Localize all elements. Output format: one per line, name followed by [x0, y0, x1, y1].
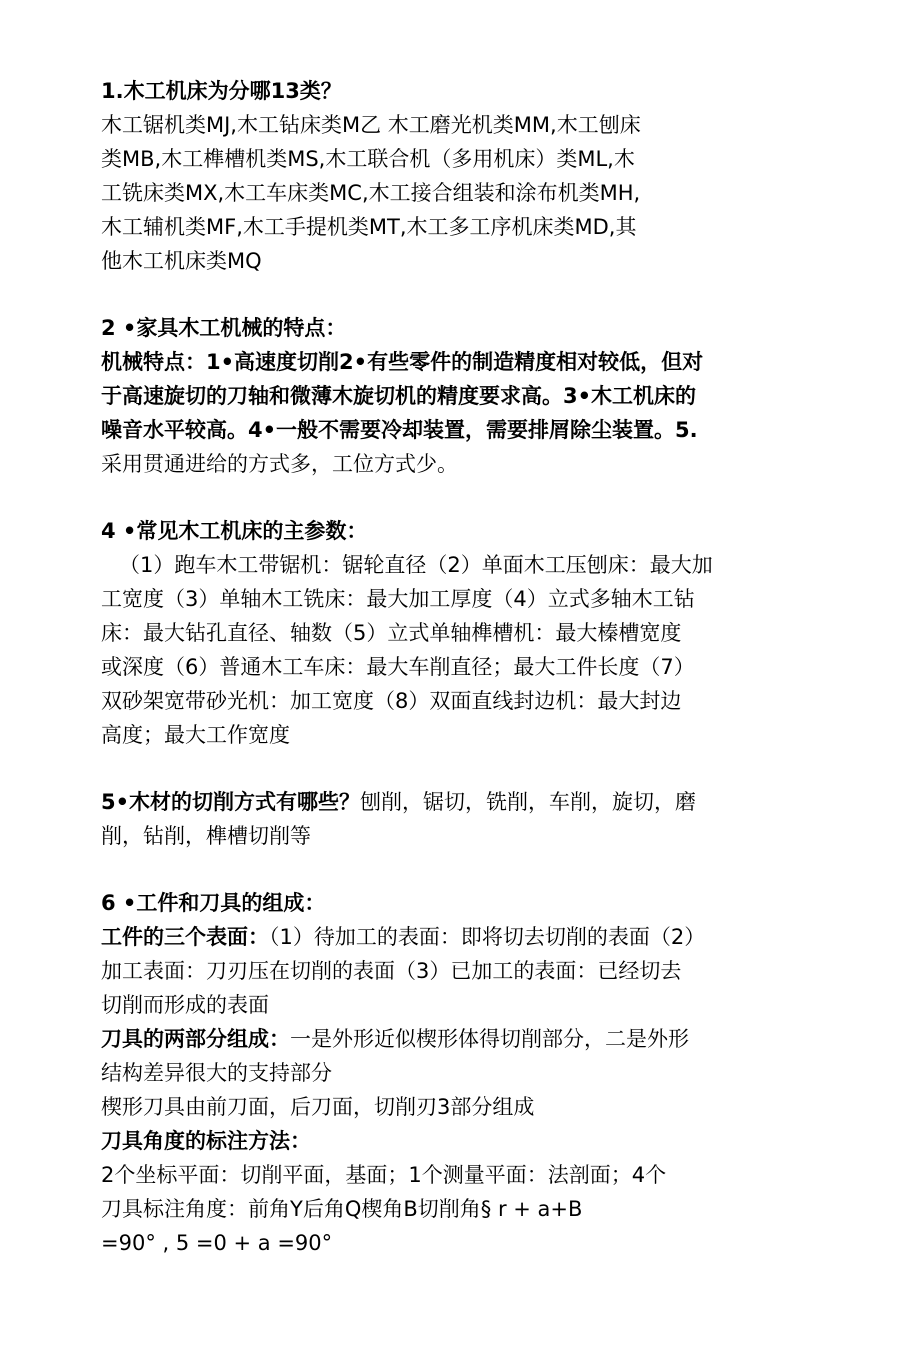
section-6-line	[101, 920, 791, 954]
section-1-line: 木工辅机类MF,木工手提机类MT,木工多工序机床类MD,其	[101, 215, 637, 239]
section-4-line: 床：最大钻孔直径、轴数（5）立式单轴榫槽机：最大榛槽宽度	[101, 621, 682, 645]
section-2-bold-line: 噪音水平较高。4•一般不需要冷却装置，需要排屑除尘装置。5.	[101, 418, 698, 442]
surfaces-text: （1）待加工的表面：即将切去切削的表面（2）	[269, 925, 706, 949]
section-4-title: 4 •常见木工机床的主参数：	[101, 519, 368, 543]
section-6-line: 刀具标注角度：前角Y后角Q楔角B切削角§ r + a+B	[101, 1197, 583, 1221]
section-1-line: 木工锯机类MJ,木工钻床类M乙 木工磨光机类MM,木工刨床	[101, 113, 641, 137]
angle-title: 刀具角度的标注方法：	[101, 1129, 311, 1153]
section-5-answer: 刨削，锯切，铣削，车削，旋切，磨	[360, 790, 697, 814]
section-4-line: 或深度（6）普通木工车床：最大车削直径；最大工件长度（7）	[101, 655, 695, 679]
section-6-line: 2个坐标平面：切削平面，基面；1个测量平面：法剖面；4个	[101, 1163, 667, 1187]
section-2-title: 2 •家具木工机械的特点：	[101, 316, 347, 340]
section-1-line: 他木工机床类MQ	[101, 249, 262, 273]
spacer	[101, 278, 791, 311]
section-6-line: 加工表面：刀刃压在切削的表面（3）已加工的表面：已经切去	[101, 959, 682, 983]
section-4-line: 双砂架宽带砂光机：加工宽度（8）双面直线封边机：最大封边	[101, 689, 682, 713]
spacer	[101, 853, 791, 886]
section-6-line: =90° , 5 =0 + a =90°	[101, 1231, 333, 1255]
section-6-line: 楔形刀具由前刀面，后刀面，切削刃3部分组成	[101, 1095, 535, 1119]
section-2-line: 采用贯通进给的方式多，工位方式少。	[101, 452, 458, 476]
section-5-line: 削，钻削，榫槽切削等	[101, 824, 311, 848]
section-2-bold-line: 机械特点：1•高速度切削2•有些零件的制造精度相对较低，但对	[101, 350, 704, 374]
section-2-bold-line: 于高速旋切的刀轴和微薄木旋切机的精度要求高。3•木工机床的	[101, 384, 697, 408]
section-1-line: 类MB,木工榫槽机类MS,木工联合机（多用机床）类ML,木	[101, 147, 635, 171]
tool-text: 一是外形近似楔形体得切削部分，二是外形	[290, 1027, 689, 1051]
section-6-line	[101, 1022, 791, 1056]
spacer	[101, 481, 791, 514]
spacer	[101, 752, 791, 785]
section-4-line: 高度；最大工作宽度	[101, 723, 290, 747]
document-page	[101, 74, 791, 1260]
section-5-line	[101, 785, 791, 819]
section-1-title: 1.木工机床为分哪13类？	[101, 79, 342, 103]
section-4-line: （1）跑车木工带锯机：锯轮直径（2）单面木工压刨床：最大加	[119, 553, 713, 577]
section-6-title: 6 •工件和刀具的组成：	[101, 891, 326, 915]
section-6-line: 结构差异很大的支持部分	[101, 1061, 332, 1085]
section-4-line: 工宽度（3）单轴木工铣床：最大加工厚度（4）立式多轴木工钻	[101, 587, 695, 611]
section-6-line: 切削而形成的表面	[101, 993, 269, 1017]
surfaces-label: 工件的三个表面：	[101, 925, 269, 949]
section-5-title: 5•木材的切削方式有哪些？	[101, 790, 361, 814]
tool-label: 刀具的两部分组成：	[101, 1027, 290, 1051]
section-1-line: 工铣床类MX,木工车床类MC,木工接合组装和涂布机类MH,	[101, 181, 641, 205]
